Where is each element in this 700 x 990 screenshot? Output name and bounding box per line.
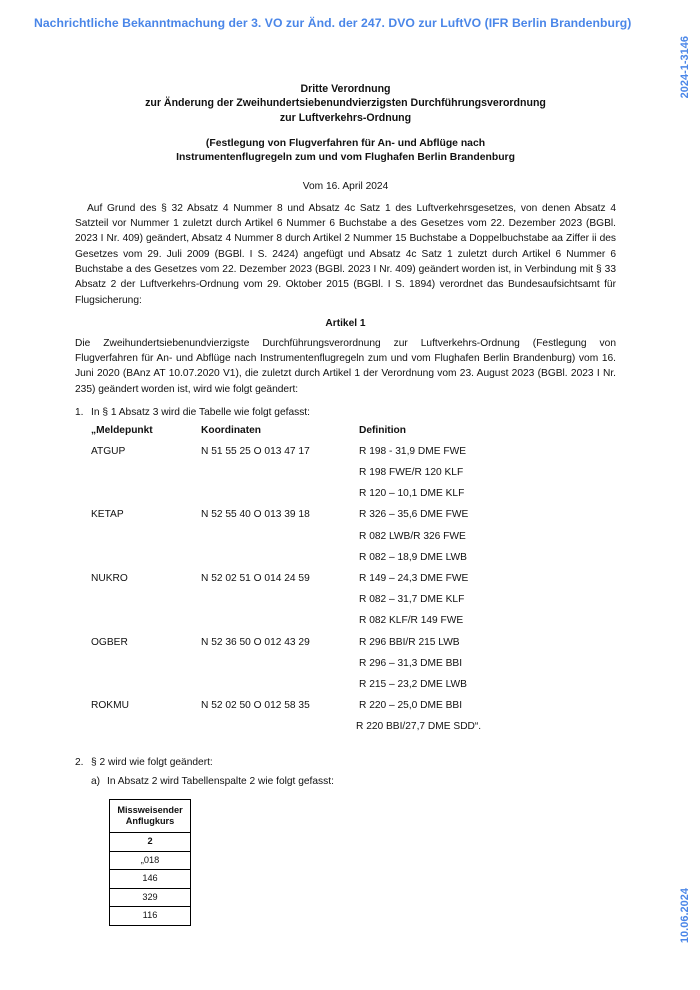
table-cell bbox=[91, 656, 201, 677]
table-cell: R 220 – 25,0 DME BBI bbox=[359, 700, 463, 712]
table-cell: KETAP bbox=[91, 509, 124, 521]
table-row bbox=[91, 592, 559, 613]
table-row bbox=[91, 507, 559, 528]
table-cell: R 082 KLF/R 149 FWE bbox=[359, 615, 464, 627]
subtitle-line: (Festlegung von Flugverfahren für An- und Abflüge nach bbox=[205, 137, 486, 149]
document-body bbox=[75, 82, 616, 926]
column-number: 2 bbox=[110, 833, 191, 852]
sub-list-item-a bbox=[91, 774, 616, 790]
sub-list-text: In Absatz 2 wird Tabellenspalte 2 wie folgt gefasst: bbox=[107, 776, 334, 788]
table-row bbox=[91, 656, 559, 677]
table-cell: R 120 – 10,1 DME KLF bbox=[359, 488, 465, 500]
table-cell: N 52 36 50 O 012 43 29 bbox=[201, 636, 310, 648]
table-row bbox=[91, 677, 559, 698]
table-row bbox=[110, 907, 191, 926]
table-row bbox=[91, 465, 559, 486]
column-header: Definition bbox=[359, 424, 406, 436]
table-row bbox=[91, 444, 559, 465]
table-cell bbox=[201, 486, 359, 507]
list-text: In § 1 Absatz 3 wird die Tabelle wie folgt gefasst: bbox=[91, 406, 310, 418]
table-cell: 146 bbox=[110, 870, 191, 889]
document-subtitle bbox=[75, 137, 616, 166]
table-cell: 116 bbox=[110, 907, 191, 926]
title-line: Dritte Verordnung bbox=[300, 83, 391, 95]
document-title bbox=[75, 82, 616, 125]
table-row bbox=[110, 833, 191, 852]
list-item-1 bbox=[75, 405, 616, 421]
table-row bbox=[91, 486, 559, 507]
article-heading: Artikel 1 bbox=[325, 317, 366, 329]
header-line: Missweisender bbox=[117, 805, 183, 816]
approach-course-table bbox=[109, 799, 191, 926]
list-number: 1. bbox=[75, 406, 84, 418]
table-cell: N 51 55 25 O 013 47 17 bbox=[201, 445, 310, 457]
table-cell: R 082 – 18,9 DME LWB bbox=[359, 551, 467, 563]
table-cell bbox=[201, 465, 359, 486]
table-row bbox=[110, 851, 191, 870]
side-date: 10.06.2024 bbox=[678, 888, 691, 944]
side-reference-number: 2024-1-3146 bbox=[678, 36, 691, 99]
table-cell: 329 bbox=[110, 888, 191, 907]
document-date: Vom 16. April 2024 bbox=[302, 181, 389, 193]
column-header: Koordinaten bbox=[201, 424, 261, 436]
table-cell: R 215 – 23,2 DME LWB bbox=[359, 678, 467, 690]
table-cell bbox=[91, 613, 201, 634]
table-cell: N 52 55 40 O 013 39 18 bbox=[201, 509, 310, 521]
table-cell: R 149 – 24,3 DME FWE bbox=[359, 573, 469, 585]
reporting-points-table bbox=[91, 423, 559, 741]
column-header bbox=[110, 800, 191, 833]
table-cell: R 296 – 31,3 DME BBI bbox=[359, 657, 463, 669]
table-cell bbox=[201, 529, 359, 550]
sub-list-letter: a) bbox=[91, 776, 101, 788]
table-row bbox=[110, 870, 191, 889]
table-cell bbox=[201, 656, 359, 677]
header-line: Anflugkurs bbox=[125, 816, 175, 827]
subtitle-line: Instrumentenflugregeln zum und vom Flughafen Berlin Brandenburg bbox=[176, 152, 515, 164]
list-number: 2. bbox=[75, 756, 84, 768]
table-cell bbox=[91, 677, 201, 698]
table-header-row bbox=[110, 800, 191, 833]
preamble-paragraph: Auf Grund des § 32 Absatz 4 Nummer 8 und Absatz 4c Satz 1 des Luftverkehrsgesetzes, von denen Absatz 4 Satzteil vor Nummer 1 zuletzt durch Artikel 6 Nummer 6 Buchstabe a des Gesetzes vom 22. Dezember 2023 (BGBl. 2023 I Nr. 409) geändert, Absatz 4 Nummer 8 durch Artikel 2 Nummer 15 Buchstabe a Doppelbuchstabe aa Ziffer ii des Gesetzes vom 29. Juli 2009 (BGBl. I S. 2424) angefügt und Absatz 4c Satz 1 zuletzt durch Artikel 6 Nummer 6 Buchstabe a des Gesetzes vom 22. Dezember 2023 (BGBl. 2023 I Nr. 409) geändert worden ist, in Verbindung mit § 33 Absatz 2 der Luftverkehrs-Ordnung vom 29. Oktober 2015 (BGBl. I S. 1894) verordnet das Bundesaufsichtsamt für Flugsicherung: bbox=[75, 202, 616, 306]
list-item-2 bbox=[75, 755, 616, 771]
table-cell bbox=[201, 592, 359, 613]
table-cell bbox=[91, 592, 201, 613]
title-line: zur Änderung der Zweihundertsiebenundvierzigsten Durchführungsverordnung bbox=[145, 97, 546, 110]
table-cell: R 082 LWB/R 326 FWE bbox=[359, 530, 466, 542]
table-cell: R 198 - 31,9 DME FWE bbox=[359, 445, 466, 457]
table-cell bbox=[91, 486, 201, 507]
table-cell: „018 bbox=[110, 851, 191, 870]
table-row bbox=[91, 571, 559, 592]
table-cell bbox=[91, 529, 201, 550]
table-cell bbox=[91, 550, 201, 571]
table-row bbox=[91, 635, 559, 656]
table-cell bbox=[201, 719, 359, 740]
table-cell: N 52 02 50 O 012 58 35 bbox=[201, 700, 310, 712]
table-cell: R 082 – 31,7 DME KLF bbox=[359, 594, 465, 606]
article-paragraph: Die Zweihundertsiebenundvierzigste Durchführungsverordnung zur Luftverkehrs-Ordnung (Festlegung von Flugverfahren für An- und Abflüge nach Instrumentenflugregeln zum und vom Flughafen Berlin Brandenburg) vom 16. Juni 2020 (BAnz AT 10.07.2020 V1), die zuletzt durch Artikel 1 der Verordnung vom 23. August 2023 (BGBl. 2023 I Nr. 235) geändert worden ist, wird wie folgt geändert: bbox=[75, 337, 616, 395]
header-notice: Nachrichtliche Bekanntmachung der 3. VO zur Änd. der 247. DVO zur LuftVO (IFR Berlin Brandenburg) bbox=[34, 16, 632, 30]
table-cell bbox=[91, 719, 201, 740]
table-row bbox=[91, 529, 559, 550]
table-row bbox=[91, 698, 559, 719]
table-cell: OGBER bbox=[91, 636, 128, 648]
table-cell bbox=[201, 677, 359, 698]
table-cell bbox=[91, 465, 201, 486]
table-cell: R 296 BBI/R 215 LWB bbox=[359, 636, 460, 648]
table-cell: NUKRO bbox=[91, 573, 128, 585]
table-cell: N 52 02 51 O 014 24 59 bbox=[201, 573, 310, 585]
table-cell: R 198 FWE/R 120 KLF bbox=[359, 467, 464, 479]
table-cell: ROKMU bbox=[91, 700, 129, 712]
table-cell bbox=[201, 550, 359, 571]
table-cell: R 326 – 35,6 DME FWE bbox=[359, 509, 469, 521]
table-row bbox=[110, 888, 191, 907]
title-line: zur Luftverkehrs-Ordnung bbox=[279, 111, 412, 124]
column-header: „Meldepunkt bbox=[91, 424, 153, 436]
table-header-row bbox=[91, 423, 559, 444]
table-cell: R 220 BBI/27,7 DME SDD“. bbox=[356, 721, 482, 733]
table-row bbox=[91, 550, 559, 571]
table-row bbox=[91, 613, 559, 634]
list-text: § 2 wird wie folgt geändert: bbox=[91, 756, 213, 768]
table-cell bbox=[201, 613, 359, 634]
table-cell: ATGUP bbox=[91, 445, 126, 457]
table-row bbox=[91, 719, 559, 740]
